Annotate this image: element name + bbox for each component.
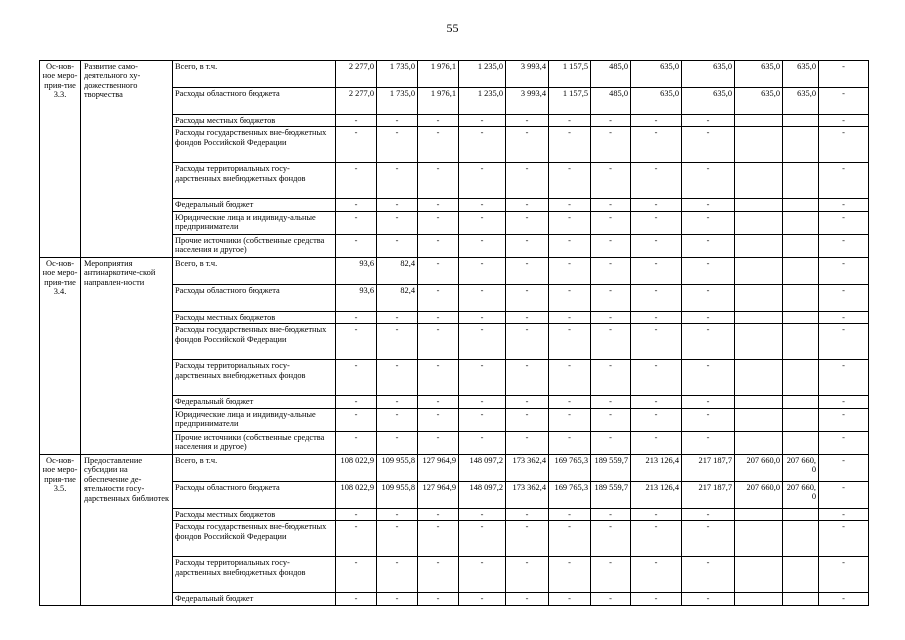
value-cell: - (631, 521, 682, 557)
value-cell: - (631, 324, 682, 360)
source-label-cell: Федеральный бюджет (173, 396, 336, 408)
value-cell: - (418, 593, 459, 605)
value-cell: - (819, 408, 869, 431)
value-cell: - (631, 199, 682, 211)
value-cell: 2 277,0 (336, 61, 377, 88)
value-cell (735, 521, 783, 557)
value-cell: 1 235,0 (459, 88, 506, 115)
value-cell: 1 735,0 (377, 88, 418, 115)
value-cell: - (377, 557, 418, 593)
value-cell (783, 360, 819, 396)
value-cell: - (336, 115, 377, 127)
value-cell: - (506, 257, 549, 284)
value-cell: - (459, 360, 506, 396)
value-cell: - (418, 311, 459, 323)
value-cell: 127 964,9 (418, 481, 459, 508)
value-cell: 635,0 (783, 61, 819, 88)
value-cell: - (336, 360, 377, 396)
value-cell: - (682, 324, 735, 360)
value-cell: 1 735,0 (377, 61, 418, 88)
value-cell (783, 508, 819, 520)
value-cell: - (418, 257, 459, 284)
value-cell: - (682, 257, 735, 284)
value-cell: - (418, 396, 459, 408)
value-cell: - (549, 431, 591, 454)
value-cell: - (631, 593, 682, 605)
value-cell: - (631, 257, 682, 284)
value-cell: - (418, 284, 459, 311)
value-cell: - (418, 127, 459, 163)
value-cell: 82,4 (377, 284, 418, 311)
value-cell: 148 097,2 (459, 481, 506, 508)
value-cell: - (336, 396, 377, 408)
value-cell: - (506, 521, 549, 557)
value-cell (783, 257, 819, 284)
value-cell: - (631, 557, 682, 593)
value-cell: - (819, 61, 869, 88)
event-id-cell: Ос-нов-ное меро-прия-тие 3.4. (40, 257, 81, 454)
value-cell: 213 126,4 (631, 454, 682, 481)
value-cell: - (631, 408, 682, 431)
value-cell: - (506, 199, 549, 211)
value-cell: 173 362,4 (506, 454, 549, 481)
value-cell: - (506, 311, 549, 323)
value-cell: - (819, 211, 869, 234)
source-label-cell: Федеральный бюджет (173, 199, 336, 211)
value-cell: - (819, 284, 869, 311)
value-cell: - (819, 481, 869, 508)
value-cell: - (631, 396, 682, 408)
value-cell: - (549, 163, 591, 199)
value-cell: - (591, 127, 631, 163)
event-name-cell: Мероприятия антинаркотиче-ской направлен-ности (81, 257, 173, 454)
value-cell: - (819, 324, 869, 360)
value-cell: - (819, 593, 869, 605)
value-cell: - (819, 88, 869, 115)
value-cell: - (631, 234, 682, 257)
value-cell: 217 187,7 (682, 481, 735, 508)
value-cell (783, 408, 819, 431)
value-cell: - (631, 127, 682, 163)
value-cell: - (819, 311, 869, 323)
value-cell: 3 993,4 (506, 88, 549, 115)
value-cell: 169 765,3 (549, 454, 591, 481)
value-cell: - (591, 311, 631, 323)
source-label-cell: Расходы государственных вне-бюджетных фондов Российской Федерации (173, 521, 336, 557)
value-cell: - (336, 199, 377, 211)
value-cell: - (336, 324, 377, 360)
value-cell (783, 163, 819, 199)
value-cell (783, 115, 819, 127)
value-cell: - (591, 408, 631, 431)
value-cell: - (549, 593, 591, 605)
value-cell: - (459, 521, 506, 557)
value-cell: - (819, 199, 869, 211)
value-cell: - (591, 284, 631, 311)
value-cell: - (459, 211, 506, 234)
value-cell: 635,0 (682, 61, 735, 88)
value-cell: - (549, 211, 591, 234)
value-cell: 108 022,9 (336, 481, 377, 508)
value-cell: - (506, 127, 549, 163)
value-cell (783, 593, 819, 605)
value-cell: - (377, 431, 418, 454)
value-cell: - (682, 557, 735, 593)
value-cell: - (682, 234, 735, 257)
value-cell: - (459, 257, 506, 284)
value-cell: - (377, 408, 418, 431)
source-label-cell: Расходы областного бюджета (173, 481, 336, 508)
source-label-cell: Федеральный бюджет (173, 593, 336, 605)
value-cell: - (682, 311, 735, 323)
value-cell: - (336, 557, 377, 593)
value-cell: 1 976,1 (418, 88, 459, 115)
source-label-cell: Расходы областного бюджета (173, 284, 336, 311)
value-cell: 127 964,9 (418, 454, 459, 481)
value-cell: - (459, 324, 506, 360)
value-cell: - (377, 521, 418, 557)
value-cell (783, 284, 819, 311)
value-cell: - (631, 508, 682, 520)
source-label-cell: Расходы местных бюджетов (173, 508, 336, 520)
event-id-cell: Ос-нов-ное меро-прия-тие 3.5. (40, 454, 81, 605)
value-cell (783, 234, 819, 257)
value-cell (783, 127, 819, 163)
value-cell (735, 360, 783, 396)
value-cell: - (549, 257, 591, 284)
value-cell (783, 557, 819, 593)
value-cell: 1 157,5 (549, 88, 591, 115)
value-cell (735, 234, 783, 257)
value-cell: - (549, 557, 591, 593)
value-cell: - (336, 521, 377, 557)
value-cell: - (549, 284, 591, 311)
value-cell (735, 115, 783, 127)
value-cell: 108 022,9 (336, 454, 377, 481)
value-cell: - (506, 211, 549, 234)
value-cell: - (682, 396, 735, 408)
value-cell: 635,0 (631, 88, 682, 115)
value-cell: - (819, 115, 869, 127)
value-cell: - (418, 234, 459, 257)
value-cell: - (418, 115, 459, 127)
value-cell: - (682, 163, 735, 199)
value-cell: - (506, 431, 549, 454)
value-cell (735, 396, 783, 408)
value-cell: - (336, 593, 377, 605)
value-cell: - (459, 593, 506, 605)
value-cell: - (819, 396, 869, 408)
value-cell (735, 163, 783, 199)
value-cell: - (336, 234, 377, 257)
value-cell: - (549, 234, 591, 257)
value-cell: 635,0 (735, 88, 783, 115)
value-cell: - (682, 508, 735, 520)
value-cell (735, 211, 783, 234)
value-cell: - (682, 284, 735, 311)
value-cell: - (591, 521, 631, 557)
value-cell: - (377, 234, 418, 257)
value-cell: - (506, 508, 549, 520)
value-cell: 93,6 (336, 257, 377, 284)
value-cell: - (418, 431, 459, 454)
source-label-cell: Всего, в т.ч. (173, 257, 336, 284)
value-cell: - (459, 508, 506, 520)
value-cell: 189 559,7 (591, 481, 631, 508)
source-label-cell: Расходы государственных вне-бюджетных фондов Российской Федерации (173, 127, 336, 163)
value-cell: 109 955,8 (377, 481, 418, 508)
value-cell: - (418, 508, 459, 520)
value-cell: - (682, 115, 735, 127)
table-row (40, 454, 869, 481)
value-cell: - (506, 557, 549, 593)
value-cell: - (631, 431, 682, 454)
page-number: 55 (446, 21, 459, 35)
event-id-cell: Ос-нов-ное меро-прия-тие 3.3. (40, 61, 81, 258)
value-cell (783, 431, 819, 454)
value-cell: - (819, 360, 869, 396)
source-label-cell: Расходы местных бюджетов (173, 115, 336, 127)
value-cell: - (418, 163, 459, 199)
value-cell: 485,0 (591, 88, 631, 115)
value-cell: - (506, 234, 549, 257)
value-cell: - (459, 431, 506, 454)
value-cell: - (549, 127, 591, 163)
value-cell: - (591, 396, 631, 408)
value-cell: - (506, 115, 549, 127)
value-cell: - (336, 508, 377, 520)
value-cell: - (418, 199, 459, 211)
value-cell (735, 127, 783, 163)
value-cell: - (418, 211, 459, 234)
value-cell: - (631, 360, 682, 396)
value-cell: - (631, 163, 682, 199)
value-cell: - (631, 211, 682, 234)
value-cell: - (682, 127, 735, 163)
value-cell (735, 324, 783, 360)
value-cell: - (336, 163, 377, 199)
value-cell: - (418, 521, 459, 557)
value-cell: 207 660,0 (735, 481, 783, 508)
value-cell: 189 559,7 (591, 454, 631, 481)
value-cell: - (549, 408, 591, 431)
value-cell: - (591, 557, 631, 593)
value-cell: - (459, 199, 506, 211)
value-cell: - (682, 211, 735, 234)
value-cell: - (377, 324, 418, 360)
value-cell: 109 955,8 (377, 454, 418, 481)
value-cell: - (682, 593, 735, 605)
value-cell: - (377, 163, 418, 199)
source-label-cell: Прочие источники (собственные средства населения и другое) (173, 431, 336, 454)
value-cell: - (506, 593, 549, 605)
value-cell: - (591, 234, 631, 257)
value-cell: - (631, 284, 682, 311)
value-cell: - (682, 408, 735, 431)
value-cell: - (549, 396, 591, 408)
budget-table (39, 60, 869, 606)
value-cell: - (418, 324, 459, 360)
value-cell: - (336, 431, 377, 454)
value-cell: 169 765,3 (549, 481, 591, 508)
value-cell: - (549, 508, 591, 520)
value-cell (735, 199, 783, 211)
value-cell: 217 187,7 (682, 454, 735, 481)
event-name-cell: Развитие само-деятельного ху-дожественного творчества (81, 61, 173, 258)
value-cell: 207 660,0 (783, 481, 819, 508)
table-row (40, 257, 869, 284)
value-cell: - (819, 454, 869, 481)
value-cell: 635,0 (631, 61, 682, 88)
value-cell: - (549, 311, 591, 323)
value-cell: - (459, 396, 506, 408)
source-label-cell: Юридические лица и индивиду-альные предприниматели (173, 408, 336, 431)
value-cell: - (591, 163, 631, 199)
value-cell: - (459, 284, 506, 311)
value-cell: - (459, 115, 506, 127)
value-cell: - (459, 234, 506, 257)
value-cell: - (819, 234, 869, 257)
value-cell: - (549, 360, 591, 396)
value-cell: - (377, 311, 418, 323)
value-cell: 1 235,0 (459, 61, 506, 88)
value-cell: 93,6 (336, 284, 377, 311)
value-cell: - (591, 257, 631, 284)
value-cell: - (591, 360, 631, 396)
value-cell: 207 660,0 (783, 454, 819, 481)
value-cell: - (459, 163, 506, 199)
value-cell: - (336, 408, 377, 431)
value-cell: - (549, 521, 591, 557)
value-cell: - (377, 211, 418, 234)
value-cell: - (506, 396, 549, 408)
value-cell: - (682, 521, 735, 557)
value-cell: - (459, 557, 506, 593)
value-cell: 173 362,4 (506, 481, 549, 508)
value-cell: - (591, 508, 631, 520)
value-cell: - (336, 127, 377, 163)
value-cell: - (591, 593, 631, 605)
value-cell: - (682, 431, 735, 454)
value-cell: 207 660,0 (735, 454, 783, 481)
value-cell (735, 408, 783, 431)
value-cell: - (819, 257, 869, 284)
value-cell (735, 257, 783, 284)
value-cell: 635,0 (735, 61, 783, 88)
value-cell: - (631, 115, 682, 127)
source-label-cell: Расходы областного бюджета (173, 88, 336, 115)
value-cell (783, 311, 819, 323)
value-cell: - (591, 324, 631, 360)
value-cell: - (418, 360, 459, 396)
value-cell: - (459, 127, 506, 163)
value-cell: - (549, 199, 591, 211)
source-label-cell: Расходы территориальных госу-дарственных внебюджетных фондов (173, 360, 336, 396)
value-cell: - (418, 557, 459, 593)
value-cell: 148 097,2 (459, 454, 506, 481)
table-row (40, 61, 869, 88)
value-cell: - (819, 163, 869, 199)
value-cell: - (819, 557, 869, 593)
value-cell: 82,4 (377, 257, 418, 284)
value-cell: - (682, 199, 735, 211)
value-cell: - (377, 396, 418, 408)
value-cell: - (819, 508, 869, 520)
value-cell (735, 508, 783, 520)
value-cell (783, 211, 819, 234)
table-body (40, 61, 869, 606)
source-label-cell: Расходы территориальных госу-дарственных внебюджетных фондов (173, 557, 336, 593)
value-cell: - (506, 324, 549, 360)
source-label-cell: Расходы местных бюджетов (173, 311, 336, 323)
value-cell: - (377, 127, 418, 163)
source-label-cell: Всего, в т.ч. (173, 454, 336, 481)
value-cell (783, 199, 819, 211)
value-cell: - (591, 199, 631, 211)
source-label-cell: Расходы государственных вне-бюджетных фондов Российской Федерации (173, 324, 336, 360)
value-cell: - (819, 431, 869, 454)
value-cell: - (377, 593, 418, 605)
value-cell: - (506, 360, 549, 396)
value-cell: 1 976,1 (418, 61, 459, 88)
value-cell: - (506, 163, 549, 199)
value-cell: - (506, 284, 549, 311)
value-cell: 1 157,5 (549, 61, 591, 88)
value-cell: - (506, 408, 549, 431)
value-cell: - (682, 360, 735, 396)
value-cell: - (336, 311, 377, 323)
value-cell: 3 993,4 (506, 61, 549, 88)
value-cell: 2 277,0 (336, 88, 377, 115)
value-cell: - (377, 360, 418, 396)
source-label-cell: Всего, в т.ч. (173, 61, 336, 88)
value-cell: - (418, 408, 459, 431)
value-cell (735, 284, 783, 311)
value-cell: - (377, 508, 418, 520)
value-cell: - (631, 311, 682, 323)
value-cell: - (819, 127, 869, 163)
value-cell (735, 431, 783, 454)
value-cell: - (591, 431, 631, 454)
value-cell: 213 126,4 (631, 481, 682, 508)
value-cell: 635,0 (682, 88, 735, 115)
value-cell: - (549, 324, 591, 360)
value-cell: - (377, 199, 418, 211)
source-label-cell: Юридические лица и индивиду-альные предприниматели (173, 211, 336, 234)
event-name-cell: Предоставление субсидии на обеспечение де-ятельности госу-дарственных библиотек (81, 454, 173, 605)
value-cell (735, 557, 783, 593)
value-cell: 635,0 (783, 88, 819, 115)
value-cell (735, 593, 783, 605)
value-cell (783, 396, 819, 408)
value-cell: - (549, 115, 591, 127)
value-cell: 485,0 (591, 61, 631, 88)
value-cell: - (819, 521, 869, 557)
value-cell: - (459, 408, 506, 431)
value-cell: - (336, 211, 377, 234)
source-label-cell: Прочие источники (собственные средства населения и другое) (173, 234, 336, 257)
source-label-cell: Расходы территориальных госу-дарственных внебюджетных фондов (173, 163, 336, 199)
value-cell (735, 311, 783, 323)
value-cell (783, 324, 819, 360)
value-cell: - (459, 311, 506, 323)
value-cell (783, 521, 819, 557)
value-cell: - (591, 115, 631, 127)
value-cell: - (591, 211, 631, 234)
value-cell: - (377, 115, 418, 127)
